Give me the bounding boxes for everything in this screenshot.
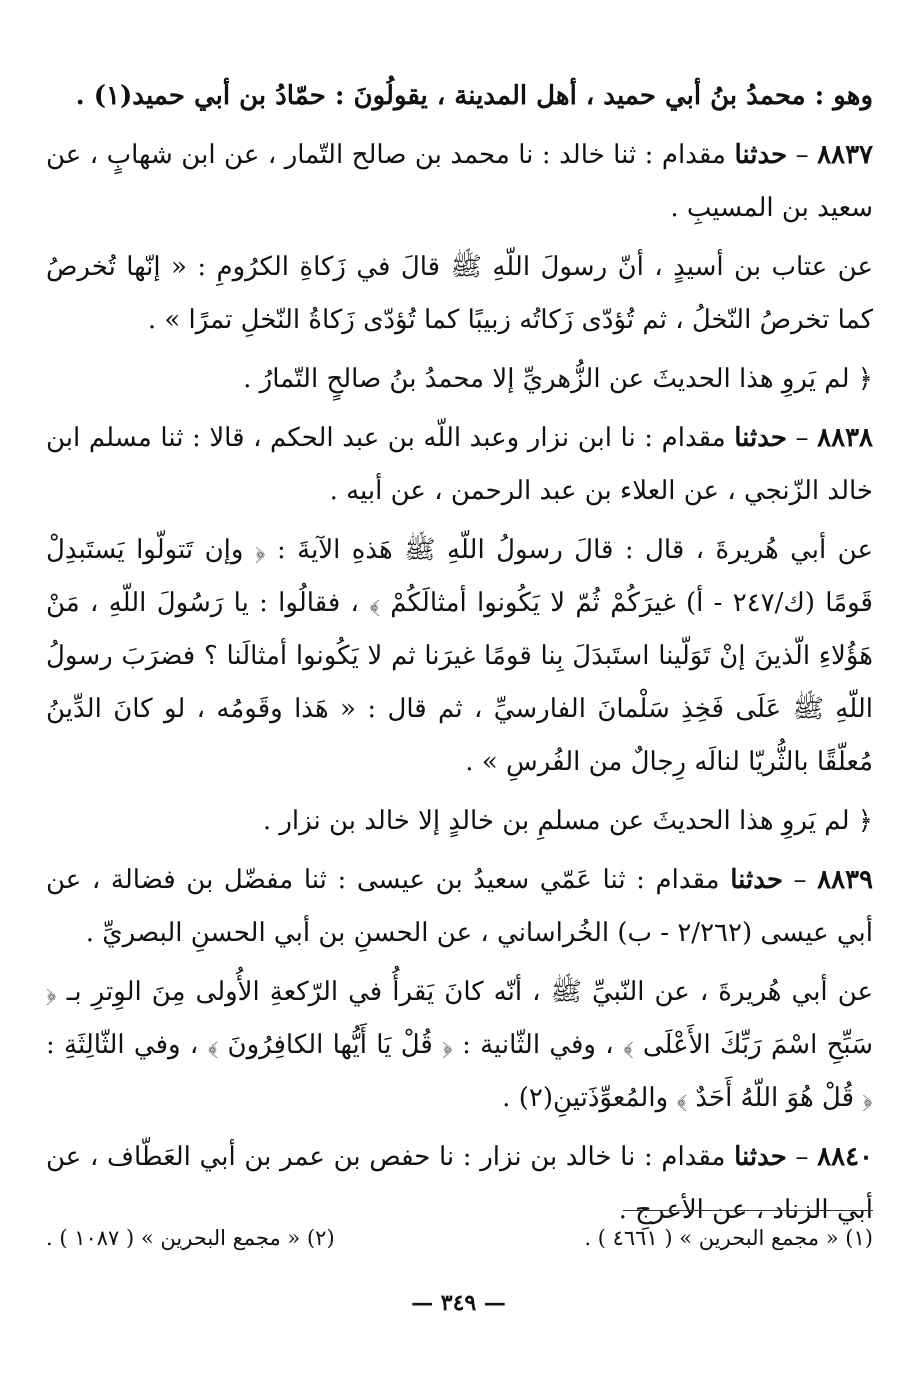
footnotes [46, 1218, 873, 1258]
hadith-8837-text: عن عتاب بن أسيدٍ ، أنّ رسولَ اللّهِ ﷺ قالَ في زَكاةِ الكرُومِ : « إنّها تُخرصُ كما تخرصُ النّخلُ ، ثم تُؤدّى زَكاتُه زبيبًا كما تُؤدّى زَكاةُ النّخلِ تمرًا » . [46, 252, 873, 335]
footnote-1: (١) « مجمع البحرين » ( ٤٦٦١ ) . [584, 1226, 873, 1250]
hadith-8838-text: عن أبي هُريرةَ ، قال : قالَ رسولُ اللّهِ ﷺ هَذهِ الآيةَ : ﴿ وإن تَتولّوا يَستَبدِلْ قَومًا (ك/٢٤٧ - أ) غيرَكُمْ ثُمّ لا يَكُونوا أمثالَكُمْ ﴾ ، فقالُوا : يا رَسُولَ اللّهِ ، مَنْ هَؤُلاءِ الّذينَ إنْ تَوَلّينا استَبدَلَ بِنا قومًا غيرَنا ثم لا يَكُونوا أمثالَنا ؟ فضرَبَ رسولُ اللّهِ ﷺ عَلَى فَخِذِ سَلْمانَ الفارسيِّ ، ثم قال : « هَذا وقَومُه ، لو كانَ الدِّينُ مُعلّقًا بالثُّريّا لنالَه رِجالٌ من الفُرسِ » . [46, 535, 873, 777]
page-number: — ٣٤٩ — [411, 1290, 506, 1316]
isnad-text: مقدام : ثنا عَمّي سعيدُ بن عيسى : ثنا مفضّل بن فضالة ، عن أبي عيسى (٢/٢٦٢ - ب) الخُراساني ، عن الحسنِ بن أبي الحسنِ البصريِّ . [46, 865, 873, 948]
hadith-number: ٨٨٣٩ [817, 865, 873, 895]
hadith-8839-text: عن أبي هُريرةَ ، عن النّبيِّ ﷺ ، أنّه كانَ يَقرأُ في الرّكعةِ الأُولى مِنَ الوِترِ بـ ﴿ سَبِّحِ اسْمَ رَبِّكَ الأَعْلَى ﴾ ، وفي الثّانية : ﴿ قُلْ يَا أَيُّها الكافِرُونَ ﴾ ، وفي الثّالِثَةِ : ﴿ قُلْ هُوَ اللّهُ أَحَدٌ ﴾ والمُعوِّذَتينِ(٢) . [46, 977, 873, 1113]
isnad-text: مقدام : ثنا خالد : نا محمد بن صالح التّمار ، عن ابن شهابٍ ، عن سعيد بن المسيبِ . [46, 140, 873, 223]
continuation-line: وهو : محمدُ بنُ أبي حميد ، أهل المدينة ، يقولُونَ : حمّادُ بن أبي حميد(١) . [75, 81, 873, 111]
hadith-number: ٨٨٣٧ [817, 140, 874, 170]
haddathana-keyword: حدثنا [730, 865, 783, 895]
footnote-2: (٢) « مجمع البحرين » ( ١٠٨٧ ) . [46, 1226, 335, 1250]
hadith-8837-chain: ٨٨٣٧ – حدثنا مقدام : ثنا خالد : نا محمد بن صالح التّمار ، عن ابن شهابٍ ، عن سعيد بن المسيبِ . [46, 140, 874, 223]
isnad-text: مقدام : نا ابن نزار وعبد اللّه بن عبد الحكم ، قالا : ثنا مسلم ابن خالد الزّنجي ، عن العلاء بن عبد الرحمن ، عن أبيه . [46, 423, 873, 506]
hadith-8839-chain: ٨٨٣٩ – حدثنا مقدام : ثنا عَمّي سعيدُ بن عيسى : ثنا مفضّل بن فضالة ، عن أبي عيسى (٢/٢٦٢ - ب) الخُراساني ، عن الحسنِ بن أبي الحسنِ البصريِّ . [46, 865, 873, 948]
isnad-text: مقدام : نا خالد بن نزار : نا حفص بن عمر بن أبي العَطّاف ، عن أبي الزناد ، عن الأعرجِ . [46, 1142, 873, 1225]
footnote-separator [623, 1210, 873, 1211]
haddathana-keyword: حدثنا [734, 423, 787, 453]
hadith-8840-chain: ٨٨٤٠ – حدثنا مقدام : نا خالد بن نزار : نا حفص بن عمر بن أبي العَطّاف ، عن أبي الزناد ، عن الأعرجِ . [46, 1142, 873, 1225]
hadith-number: ٨٨٤٠ [817, 1142, 873, 1172]
hadith-8838-note: ﴿ لم يَروِ هذا الحديثَ عن مسلمِ بن خالدٍ إلا خالد بن نزار . [262, 806, 873, 836]
hadith-8837-note: ﴿ لم يَروِ هذا الحديثَ عن الزُّهريِّ إلا محمدُ بنُ صالحٍ التّمارُ . [243, 364, 873, 394]
haddathana-keyword: حدثنا [734, 140, 788, 170]
hadith-8838-chain: ٨٨٣٨ – حدثنا مقدام : نا ابن نزار وعبد اللّه بن عبد الحكم ، قالا : ثنا مسلم ابن خالد الزّنجي ، عن العلاء بن عبد الرحمن ، عن أبيه . [46, 423, 873, 506]
haddathana-keyword: حدثنا [734, 1142, 787, 1172]
hadith-number: ٨٨٣٨ [817, 423, 873, 453]
